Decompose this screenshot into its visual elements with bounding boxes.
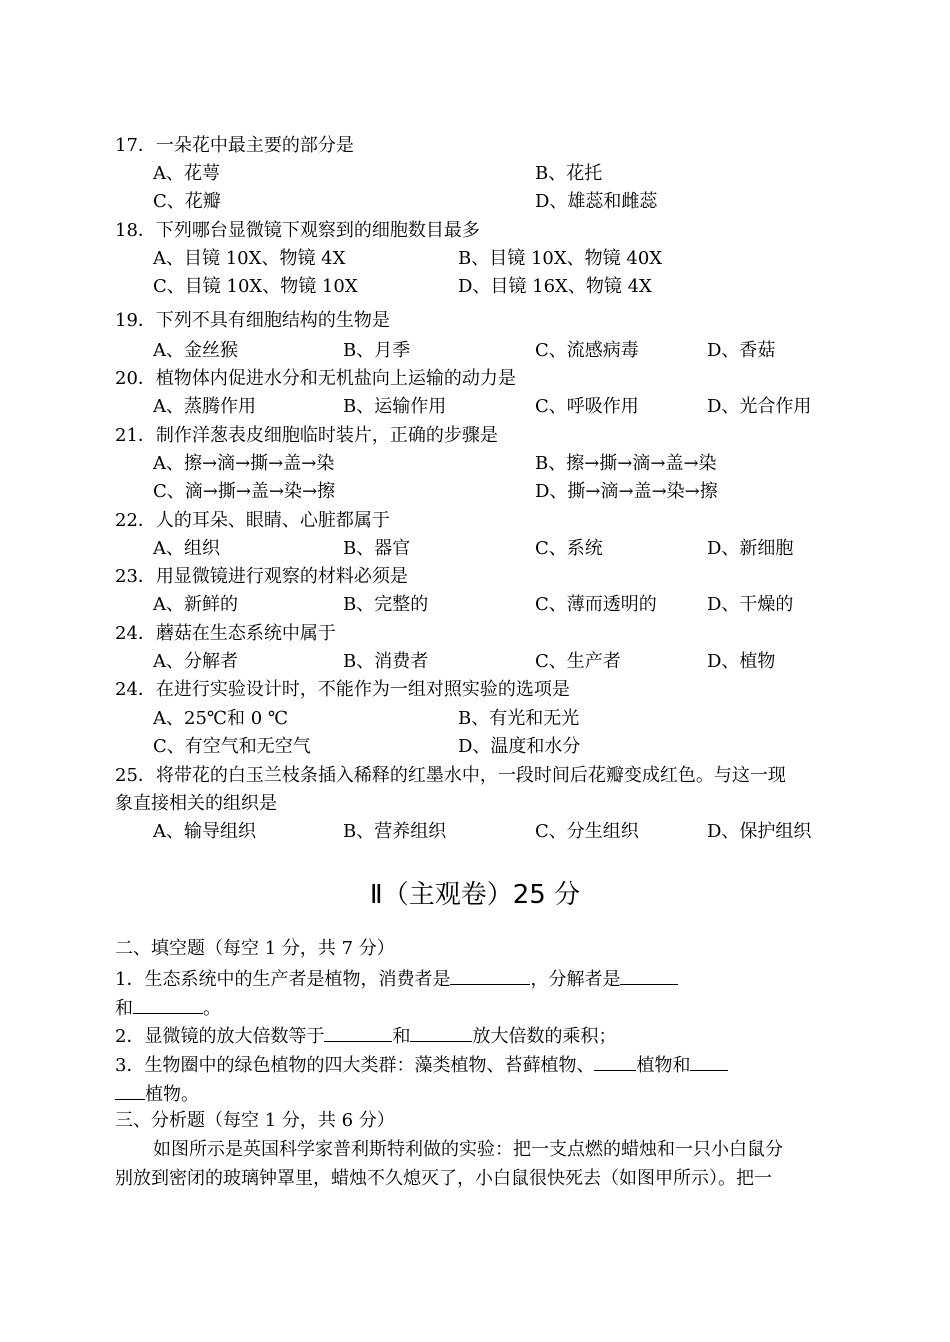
question-21-option-c: C、滴→撕→盖→染→擦 [153, 481, 336, 502]
question-22-option-d: D、新细胞 [707, 538, 794, 559]
question-24-option-c: C、生产者 [535, 651, 621, 672]
question-23-option-c: C、薄而透明的 [535, 594, 657, 615]
analysis-paragraph-line-1: 如图所示是英国科学家普利斯特利做的实验：把一支点燃的蜡烛和一只小白鼠分 [153, 1139, 783, 1160]
question-19-option-a: A、金丝猴 [153, 340, 238, 361]
question-21-option-a: A、擦→滴→撕→盖→染 [153, 453, 335, 474]
question-17-option-a: A、花萼 [153, 163, 220, 184]
question-24b-option-b: B、有光和无光 [458, 708, 580, 729]
section-title: Ⅱ（主观卷）25 分 [369, 880, 581, 910]
analysis-paragraph-line-2: 别放到密闭的玻璃钟罩里，蜡烛不久熄灭了，小白鼠很快死去（如图甲所示）。把一 [115, 1168, 772, 1189]
fill-question-3-line-1 [115, 1052, 728, 1078]
question-24-option-d: D、植物 [707, 651, 776, 672]
question-23-option-a: A、新鲜的 [153, 594, 238, 615]
question-20-stem: 20．植物体内促进水分和无机盐向上运输的动力是 [115, 368, 516, 389]
question-18-option-c: C、目镜 10X、物镜 10X [153, 276, 358, 297]
question-19-stem: 19．下列不具有细胞结构的生物是 [115, 310, 390, 331]
fill-question-1-line-2 [115, 995, 221, 1021]
question-19-option-c: C、流感病毒 [535, 340, 639, 361]
question-17-option-c: C、花瓣 [153, 191, 221, 212]
question-20-option-c: C、呼吸作用 [535, 396, 639, 417]
question-23-option-d: D、干燥的 [707, 594, 794, 615]
fill-q3-text-c: 植物。 [145, 1084, 199, 1105]
question-22-option-c: C、系统 [535, 538, 603, 559]
fill-question-2 [115, 1023, 616, 1049]
fill-q2-text-a: 2．显微镜的放大倍数等于 [115, 1026, 325, 1047]
question-25-option-d: D、保护组织 [707, 821, 812, 842]
question-24-option-b: B、消费者 [343, 651, 429, 672]
fill-question-1-line-1 [115, 966, 678, 992]
answer-blank-consumer[interactable] [450, 966, 530, 985]
question-22-option-b: B、器官 [343, 538, 411, 559]
answer-blank-objective[interactable] [410, 1023, 472, 1042]
question-22-option-a: A、组织 [153, 538, 220, 559]
question-17-stem: 17．一朵花中最主要的部分是 [115, 135, 354, 156]
fill-q1-text-c: 和 [115, 998, 133, 1019]
question-25-option-a: A、输导组织 [153, 821, 256, 842]
fill-q1-text-a: 1．生态系统中的生产者是植物，消费者是 [115, 969, 451, 990]
question-25-stem-line-1: 25．将带花的白玉兰枝条插入稀释的红墨水中，一段时间后花瓣变成红色。与这一现 [115, 765, 786, 786]
fill-q1-text-b: ，分解者是 [530, 969, 621, 990]
question-17-option-d: D、雄蕊和雌蕊 [535, 191, 658, 212]
answer-blank-eyepiece[interactable] [324, 1023, 392, 1042]
question-24b-stem: 24．在进行实验设计时，不能作为一组对照实验的选项是 [115, 679, 570, 700]
fill-q3-text-b: 植物和 [636, 1055, 691, 1076]
question-21-option-b: B、擦→撕→滴→盖→染 [535, 453, 717, 474]
question-25-stem-line-2: 象直接相关的组织是 [115, 793, 277, 814]
question-24b-option-a: A、25℃和 0 ℃ [153, 708, 289, 729]
analysis-section-heading: 三、分析题（每空 1 分，共 6 分） [115, 1110, 395, 1131]
question-21-stem: 21．制作洋葱表皮细胞临时装片，正确的步骤是 [115, 425, 498, 446]
question-21-option-d: D、撕→滴→盖→染→擦 [535, 481, 718, 502]
question-25-option-c: C、分生组织 [535, 821, 639, 842]
question-18-option-b: B、目镜 10X、物镜 40X [458, 248, 663, 269]
question-18-stem: 18．下列哪台显微镜下观察到的细胞数目最多 [115, 220, 480, 241]
question-24b-option-c: C、有空气和无空气 [153, 736, 311, 757]
answer-blank-plant-group-2-cont[interactable] [115, 1081, 145, 1100]
question-22-stem: 22．人的耳朵、眼睛、心脏都属于 [115, 510, 390, 531]
answer-blank-plant-group-2[interactable] [690, 1052, 728, 1071]
question-23-stem: 23．用显微镜进行观察的材料必须是 [115, 566, 408, 587]
question-24-stem: 24．蘑菇在生态系统中属于 [115, 623, 336, 644]
question-20-option-a: A、蒸腾作用 [153, 396, 256, 417]
question-18-option-d: D、目镜 16X、物镜 4X [458, 276, 652, 297]
fill-q3-text-a: 3．生物圈中的绿色植物的四大类群：藻类植物、苔藓植物、 [115, 1055, 595, 1076]
fill-section-heading: 二、填空题（每空 1 分，共 7 分） [115, 938, 395, 959]
fill-q2-text-b: 和 [392, 1026, 411, 1047]
fill-q1-text-d: 。 [203, 998, 221, 1019]
question-20-option-d: D、光合作用 [707, 396, 812, 417]
fill-question-3-line-2 [115, 1081, 199, 1107]
question-24-option-a: A、分解者 [153, 651, 238, 672]
fill-q2-text-c: 放大倍数的乘积； [472, 1026, 617, 1047]
question-24b-option-d: D、温度和水分 [458, 736, 581, 757]
answer-blank-decomposer-2[interactable] [133, 995, 203, 1014]
answer-blank-plant-group-1[interactable] [594, 1052, 636, 1071]
question-19-option-d: D、香菇 [707, 340, 776, 361]
question-25-option-b: B、营养组织 [343, 821, 447, 842]
question-20-option-b: B、运输作用 [343, 396, 447, 417]
answer-blank-decomposer[interactable] [620, 966, 678, 985]
question-18-option-a: A、目镜 10X、物镜 4X [153, 248, 346, 269]
question-19-option-b: B、月季 [343, 340, 411, 361]
question-23-option-b: B、完整的 [343, 594, 429, 615]
question-17-option-b: B、花托 [535, 163, 603, 184]
